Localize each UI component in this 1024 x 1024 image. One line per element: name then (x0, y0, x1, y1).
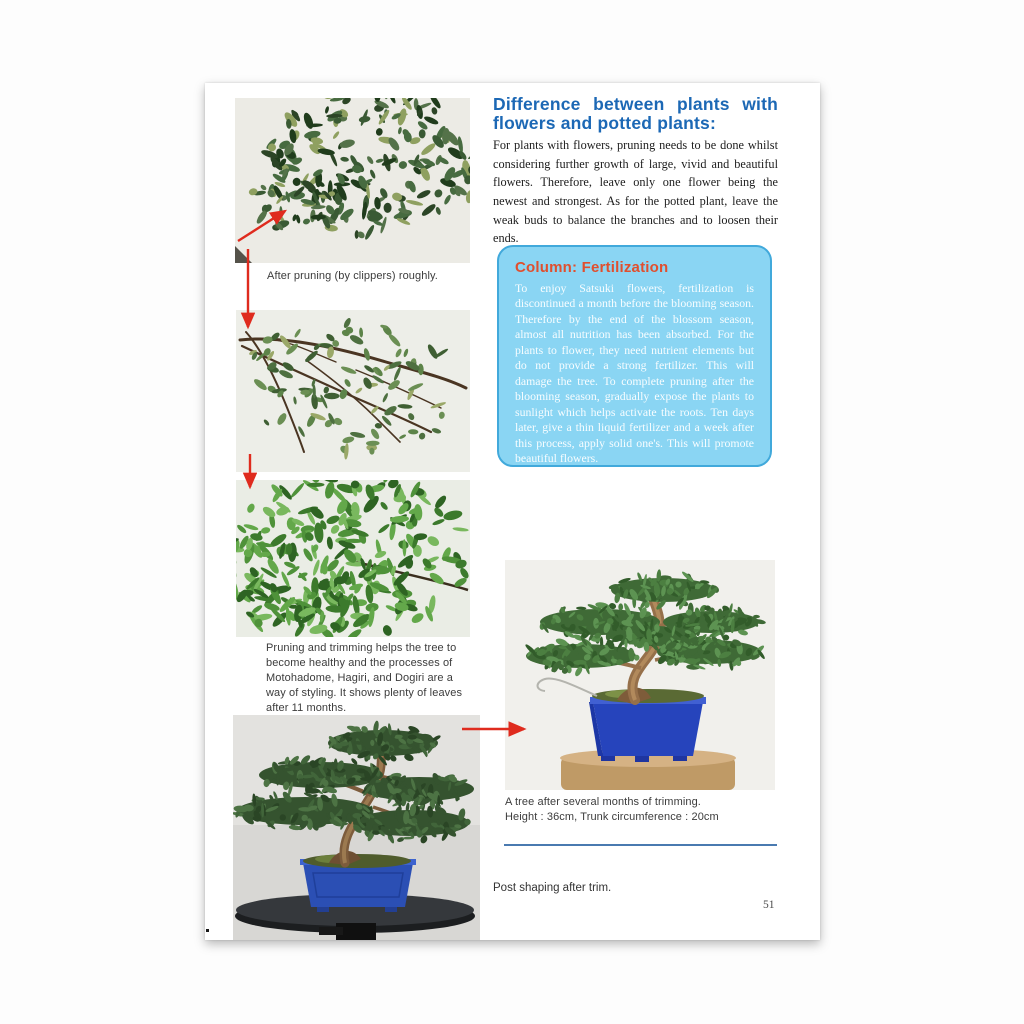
fertilization-column-box (497, 245, 772, 467)
caption-tree-after-trimming (505, 795, 775, 825)
section-heading: Difference between plants with flowers and potted plants: (493, 94, 778, 133)
caption-after-pruning: After pruning (by clippers) roughly. (267, 270, 438, 282)
red-arrow-down-icon-1 (240, 247, 256, 335)
photo-bonsai-on-turntable (233, 715, 480, 940)
column-box-body: To enjoy Satsuki flowers, fertilization is discontinued a month before the blooming season. Therefore by the end of the blossom season, almost all nutrition has been absorbed. For the plants to flower, they need nutrient elements but do not provide a strong fertilizer. This will damage the tree. To complete pruning after the blooming season, gradually expose the plants to sunlight which helps activate the roots. Ten days later, give a thin liquid fertilizer and a week after this process, apply solid one's. This will promote beautiful flowers. (515, 281, 754, 465)
book-page (205, 83, 820, 940)
caption-line-2: Height : 36cm, Trunk circumference : 20cm (505, 810, 719, 823)
photo-bonsai-after-trimming (505, 560, 775, 790)
scan-artifact (206, 929, 209, 932)
caption-line-1: A tree after several months of trimming. (505, 796, 701, 808)
intro-paragraph: For plants with flowers, pruning needs to be done whilst considering further growth of large, vivid and beautiful flowers. Therefore, leave only one flower being the newest and strongest. As for the potted plant, leave the weak buds to balance the branches and to loosen their ends. (493, 138, 778, 246)
red-arrow-diagonal-icon (233, 203, 297, 247)
post-shaping-caption: Post shaping after trim. (493, 882, 612, 894)
red-arrow-right-icon (460, 721, 536, 737)
red-arrow-down-icon-2 (242, 452, 258, 495)
caption-pruning-trimming: Pruning and trimming helps the tree to become healthy and the processes of Motohadome, Hagiri, and Dogiri are a way of styling. It shows plenty of leaves after 11 months. (266, 642, 463, 714)
footer-divider (504, 844, 777, 846)
blue-pot (589, 697, 706, 762)
photo-pruned-branches (236, 310, 470, 472)
page-number: 51 (763, 899, 775, 911)
photo-dense-leaves (236, 480, 470, 637)
column-box-title: Column: Fertilization (515, 259, 669, 276)
